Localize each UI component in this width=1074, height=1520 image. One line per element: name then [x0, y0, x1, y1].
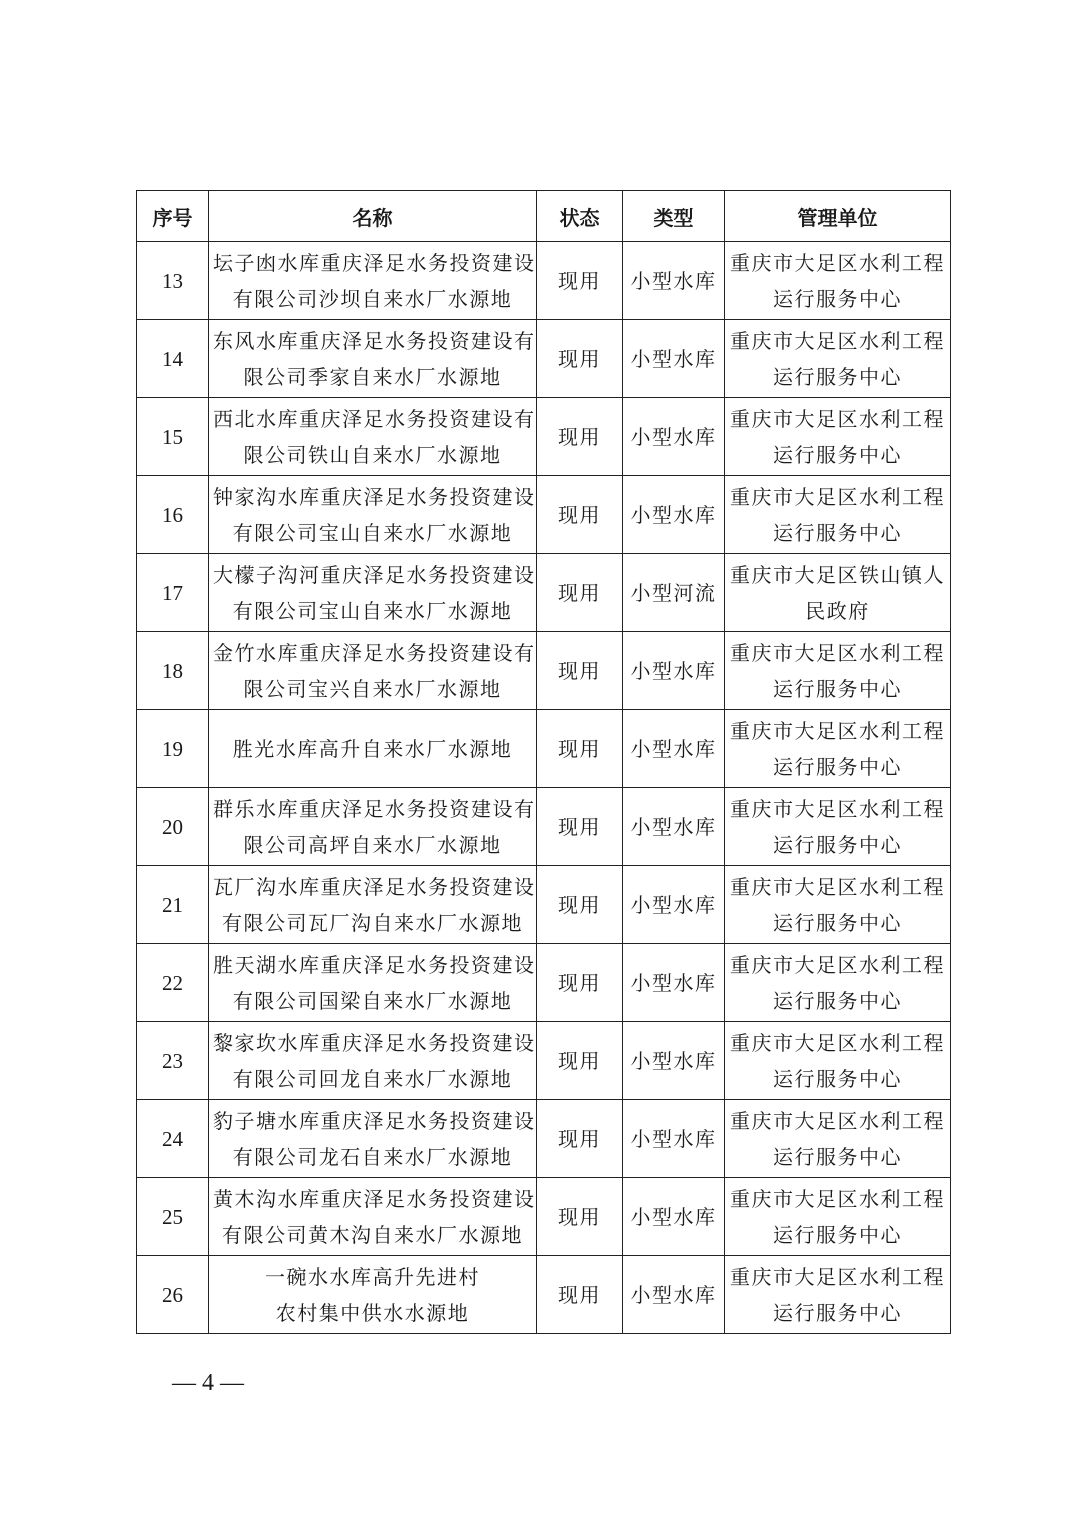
- row-number: 16: [137, 476, 209, 554]
- row-name-line: 有限公司龙石自来水厂水源地: [232, 1144, 513, 1169]
- row-name-line: 有限公司黄木沟自来水厂水源地: [222, 1222, 523, 1247]
- row-status: 现用: [537, 632, 623, 710]
- row-unit-line: 民政府: [805, 598, 870, 623]
- row-name-line: 有限公司宝山自来水厂水源地: [232, 598, 513, 623]
- row-name: [209, 554, 537, 632]
- row-name-line: 西北水库重庆泽足水务投资建设有: [213, 406, 536, 431]
- row-name-line: 黄木沟水库重庆泽足水务投资建设: [213, 1186, 536, 1211]
- row-name-line: 限公司宝兴自来水厂水源地: [243, 676, 502, 701]
- row-type: 小型水库: [623, 788, 725, 866]
- row-unit: [725, 944, 951, 1022]
- row-name-line: 群乐水库重庆泽足水务投资建设有: [213, 796, 536, 821]
- row-type: 小型水库: [623, 1022, 725, 1100]
- row-unit: [725, 632, 951, 710]
- row-unit-line: 重庆市大足区水利工程: [730, 718, 945, 743]
- row-unit-line: 重庆市大足区水利工程: [730, 1264, 945, 1289]
- row-status: 现用: [537, 554, 623, 632]
- row-unit: [725, 1178, 951, 1256]
- table-header-row: [137, 191, 951, 242]
- row-type: 小型水库: [623, 710, 725, 788]
- row-type: 小型水库: [623, 866, 725, 944]
- row-unit: [725, 398, 951, 476]
- row-name-line: 瓦厂沟水库重庆泽足水务投资建设: [213, 874, 536, 899]
- row-number: 18: [137, 632, 209, 710]
- row-number: 25: [137, 1178, 209, 1256]
- row-unit-line: 重庆市大足区水利工程: [730, 484, 945, 509]
- row-status: 现用: [537, 320, 623, 398]
- row-type: 小型水库: [623, 1256, 725, 1334]
- row-type: 小型河流: [623, 554, 725, 632]
- row-unit: [725, 1100, 951, 1178]
- row-unit-line: 运行服务中心: [773, 676, 902, 701]
- table-row: [137, 788, 951, 866]
- row-status: 现用: [537, 1256, 623, 1334]
- table-row: [137, 866, 951, 944]
- row-unit: [725, 476, 951, 554]
- row-status: 现用: [537, 1022, 623, 1100]
- row-number: 15: [137, 398, 209, 476]
- header-type: 类型: [623, 191, 725, 242]
- row-unit-line: 重庆市大足区水利工程: [730, 874, 945, 899]
- row-unit-line: 重庆市大足区水利工程: [730, 1030, 945, 1055]
- row-unit-line: 运行服务中心: [773, 1300, 902, 1325]
- header-name: 名称: [209, 191, 537, 242]
- row-unit-line: 运行服务中心: [773, 520, 902, 545]
- table-row: [137, 554, 951, 632]
- table-row: [137, 242, 951, 320]
- row-unit-line: 运行服务中心: [773, 832, 902, 857]
- row-type: 小型水库: [623, 476, 725, 554]
- row-unit-line: 重庆市大足区水利工程: [730, 796, 945, 821]
- row-unit-line: 重庆市大足区铁山镇人: [730, 562, 945, 587]
- row-unit-line: 重庆市大足区水利工程: [730, 640, 945, 665]
- row-name: [209, 710, 537, 788]
- row-unit: [725, 1256, 951, 1334]
- row-name-line: 有限公司回龙自来水厂水源地: [232, 1066, 513, 1091]
- table-row: [137, 1022, 951, 1100]
- table-body: [137, 242, 951, 1334]
- row-number: 26: [137, 1256, 209, 1334]
- table-row: [137, 1256, 951, 1334]
- header-unit: 管理单位: [725, 191, 951, 242]
- row-name: [209, 1022, 537, 1100]
- row-name-line: 农村集中供水水源地: [275, 1300, 470, 1325]
- row-name-line: 有限公司宝山自来水厂水源地: [232, 520, 513, 545]
- row-unit: [725, 866, 951, 944]
- row-number: 14: [137, 320, 209, 398]
- row-number: 20: [137, 788, 209, 866]
- row-type: 小型水库: [623, 242, 725, 320]
- row-name-line: 限公司铁山自来水厂水源地: [243, 442, 502, 467]
- row-status: 现用: [537, 242, 623, 320]
- row-unit-line: 重庆市大足区水利工程: [730, 250, 945, 275]
- row-name-line: 有限公司瓦厂沟自来水厂水源地: [222, 910, 523, 935]
- header-status: 状态: [537, 191, 623, 242]
- row-name: [209, 788, 537, 866]
- header-no: 序号: [137, 191, 209, 242]
- water-source-table: [136, 190, 951, 1334]
- row-name-line: 有限公司沙坝自来水厂水源地: [232, 286, 513, 311]
- row-status: 现用: [537, 1178, 623, 1256]
- row-name-line: 一碗水水库高升先进村: [265, 1264, 480, 1289]
- row-unit: [725, 788, 951, 866]
- row-unit-line: 运行服务中心: [773, 442, 902, 467]
- row-name: [209, 1100, 537, 1178]
- row-number: 21: [137, 866, 209, 944]
- row-unit: [725, 242, 951, 320]
- row-name-line: 黎家坎水库重庆泽足水务投资建设: [213, 1030, 536, 1055]
- row-name-line: 东风水库重庆泽足水务投资建设有: [213, 328, 536, 353]
- row-name-line: 金竹水库重庆泽足水务投资建设有: [213, 640, 536, 665]
- table-row: [137, 710, 951, 788]
- row-number: 23: [137, 1022, 209, 1100]
- row-number: 19: [137, 710, 209, 788]
- row-type: 小型水库: [623, 1178, 725, 1256]
- row-name-line: 胜光水库高升自来水厂水源地: [232, 736, 513, 761]
- table-row: [137, 632, 951, 710]
- row-name: [209, 320, 537, 398]
- row-name-line: 钟家沟水库重庆泽足水务投资建设: [213, 484, 536, 509]
- row-unit-line: 运行服务中心: [773, 1222, 902, 1247]
- row-unit-line: 运行服务中心: [773, 988, 902, 1013]
- row-name: [209, 944, 537, 1022]
- row-name-line: 胜天湖水库重庆泽足水务投资建设: [213, 952, 536, 977]
- row-unit-line: 重庆市大足区水利工程: [730, 1186, 945, 1211]
- row-unit-line: 运行服务中心: [773, 910, 902, 935]
- row-name: [209, 476, 537, 554]
- row-unit: [725, 710, 951, 788]
- row-unit-line: 重庆市大足区水利工程: [730, 328, 945, 353]
- row-unit-line: 运行服务中心: [773, 364, 902, 389]
- row-unit-line: 运行服务中心: [773, 1066, 902, 1091]
- row-name-line: 大檬子沟河重庆泽足水务投资建设: [213, 562, 536, 587]
- table-row: [137, 320, 951, 398]
- table-row: [137, 944, 951, 1022]
- row-status: 现用: [537, 398, 623, 476]
- row-name: [209, 1178, 537, 1256]
- row-name-line: 坛子凼水库重庆泽足水务投资建设: [213, 250, 536, 275]
- row-status: 现用: [537, 944, 623, 1022]
- row-unit-line: 运行服务中心: [773, 1144, 902, 1169]
- table-row: [137, 398, 951, 476]
- row-status: 现用: [537, 1100, 623, 1178]
- row-status: 现用: [537, 710, 623, 788]
- row-type: 小型水库: [623, 1100, 725, 1178]
- row-status: 现用: [537, 866, 623, 944]
- row-name: [209, 1256, 537, 1334]
- row-type: 小型水库: [623, 320, 725, 398]
- row-number: 24: [137, 1100, 209, 1178]
- row-unit-line: 运行服务中心: [773, 286, 902, 311]
- row-unit-line: 运行服务中心: [773, 754, 902, 779]
- row-unit: [725, 320, 951, 398]
- row-unit-line: 重庆市大足区水利工程: [730, 1108, 945, 1133]
- row-name: [209, 866, 537, 944]
- row-type: 小型水库: [623, 944, 725, 1022]
- row-name: [209, 632, 537, 710]
- page-number: — 4 —: [172, 1370, 244, 1396]
- row-name-line: 豹子塘水库重庆泽足水务投资建设: [213, 1108, 536, 1133]
- table-row: [137, 476, 951, 554]
- row-unit-line: 重庆市大足区水利工程: [730, 952, 945, 977]
- row-type: 小型水库: [623, 632, 725, 710]
- row-name: [209, 398, 537, 476]
- table-row: [137, 1100, 951, 1178]
- row-status: 现用: [537, 788, 623, 866]
- row-type: 小型水库: [623, 398, 725, 476]
- row-name: [209, 242, 537, 320]
- row-status: 现用: [537, 476, 623, 554]
- row-name-line: 限公司高坪自来水厂水源地: [243, 832, 502, 857]
- row-number: 13: [137, 242, 209, 320]
- row-name-line: 限公司季家自来水厂水源地: [243, 364, 502, 389]
- row-number: 22: [137, 944, 209, 1022]
- row-unit-line: 重庆市大足区水利工程: [730, 406, 945, 431]
- row-unit: [725, 554, 951, 632]
- table-row: [137, 1178, 951, 1256]
- row-name-line: 有限公司国梁自来水厂水源地: [232, 988, 513, 1013]
- row-unit: [725, 1022, 951, 1100]
- row-number: 17: [137, 554, 209, 632]
